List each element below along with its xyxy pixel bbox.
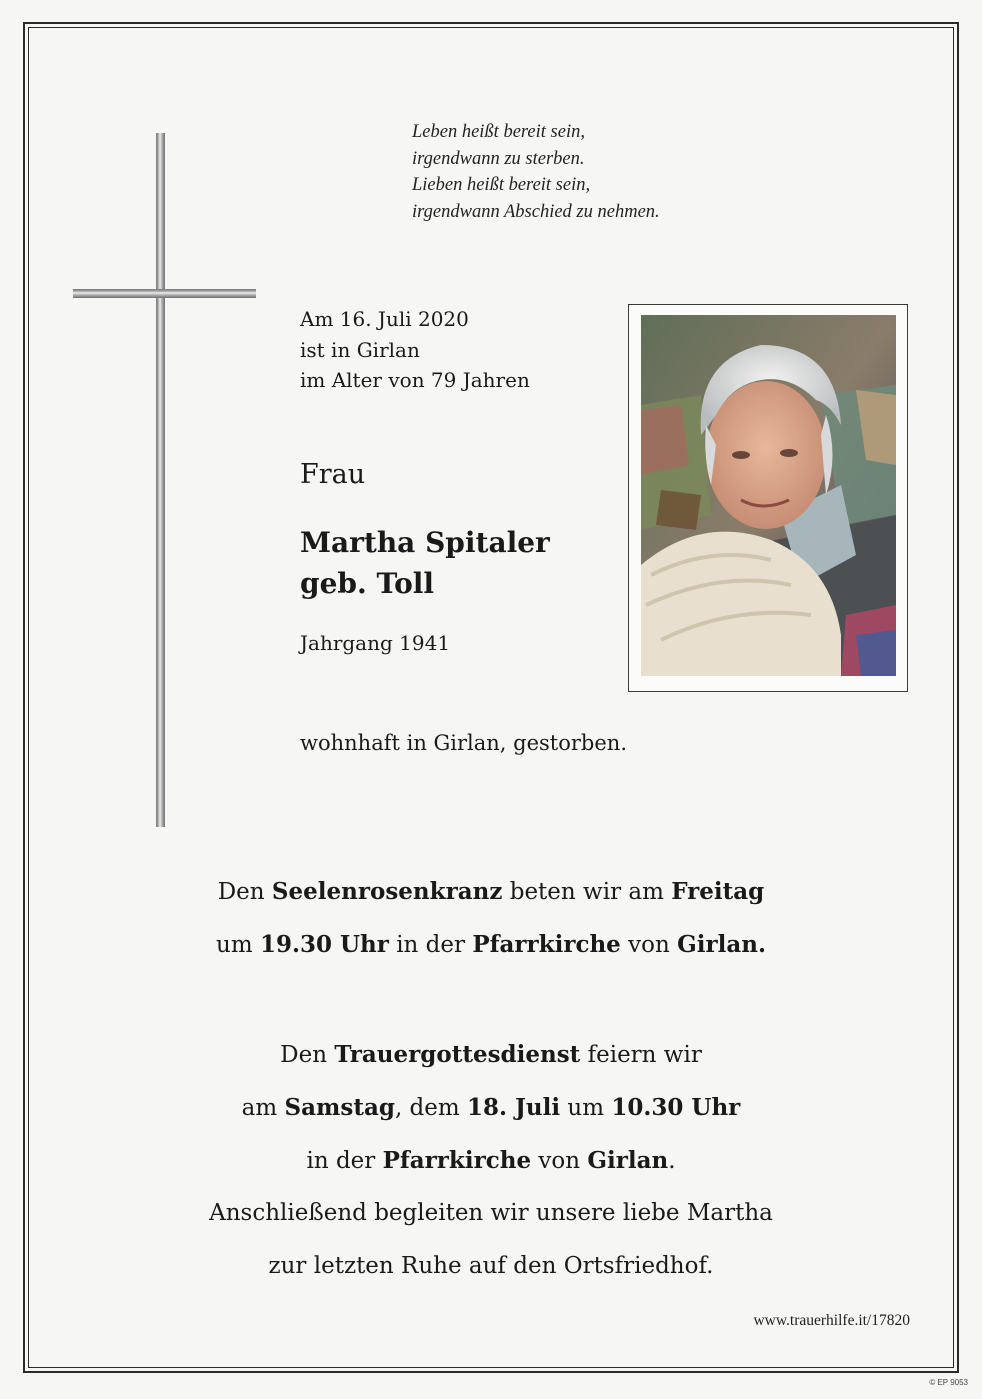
text-segment: in der xyxy=(388,932,473,958)
residence-line: wohnhaft in Girlan, gestorben. xyxy=(300,731,627,755)
burial-line-2: zur letzten Ruhe auf den Ortsfriedhof. xyxy=(268,1253,714,1279)
place-line: ist in Girlan xyxy=(300,337,420,362)
service-label: Trauergottesdienst xyxy=(334,1041,581,1068)
text-segment: . xyxy=(668,1148,676,1174)
poem xyxy=(412,119,852,225)
rosary-line-1 xyxy=(0,878,982,905)
service-day: Samstag xyxy=(284,1094,395,1121)
text-segment: am xyxy=(241,1095,285,1121)
rosary-church: Pfarrkirche xyxy=(472,931,621,958)
text-segment: von xyxy=(531,1148,588,1174)
full-name: Martha Spitaler xyxy=(300,526,550,559)
death-notice-intro xyxy=(300,304,530,396)
rosary-label: Seelenrosenkranz xyxy=(271,878,503,905)
print-code: © EP 9053 xyxy=(929,1378,968,1387)
salutation: Frau xyxy=(300,459,366,490)
service-line-2 xyxy=(0,1094,982,1121)
service-date: 18. Juli xyxy=(467,1094,561,1121)
rosary-time: 19.30 Uhr xyxy=(259,931,389,958)
maiden-name: geb. Toll xyxy=(300,567,435,600)
service-place: Girlan xyxy=(587,1147,669,1174)
text-segment: Den xyxy=(217,879,272,905)
service-time: 10.30 Uhr xyxy=(611,1094,741,1121)
poem-line: irgendwann zu sterben. xyxy=(412,148,585,169)
text-segment: Den xyxy=(280,1042,335,1068)
service-line-3 xyxy=(0,1147,982,1174)
rosary-day: Freitag xyxy=(671,878,765,905)
cross-horizontal-bar xyxy=(73,289,256,298)
age-line: im Alter von 79 Jahren xyxy=(300,368,530,392)
text-segment: um xyxy=(216,932,260,958)
service-line-1 xyxy=(0,1041,982,1068)
poem-line: irgendwann Abschied zu nehmen. xyxy=(412,201,660,222)
text-segment: um xyxy=(560,1095,612,1121)
date-line: Am 16. Juli 2020 xyxy=(300,307,469,331)
rosary-line-2 xyxy=(0,931,982,958)
cross-vertical-bar xyxy=(156,133,165,827)
text-segment: feiern wir xyxy=(580,1042,702,1068)
rosary-place: Girlan. xyxy=(677,931,766,958)
birth-year: Jahrgang 1941 xyxy=(300,631,451,655)
poem-line: Leben heißt bereit sein, xyxy=(412,122,585,142)
portrait-photo xyxy=(641,315,896,676)
poem-line: Lieben heißt bereit sein, xyxy=(412,175,591,195)
deceased-name xyxy=(300,522,550,604)
burial-line-1: Anschließend begleiten wir unsere liebe Martha xyxy=(209,1200,773,1226)
text-segment: von xyxy=(620,932,678,958)
text-segment: , dem xyxy=(394,1095,468,1121)
service-church: Pfarrkirche xyxy=(382,1147,532,1174)
text-segment: beten wir am xyxy=(502,879,672,905)
website-link[interactable]: www.trauerhilfe.it/17820 xyxy=(753,1312,910,1329)
text-segment: in der xyxy=(306,1148,383,1174)
